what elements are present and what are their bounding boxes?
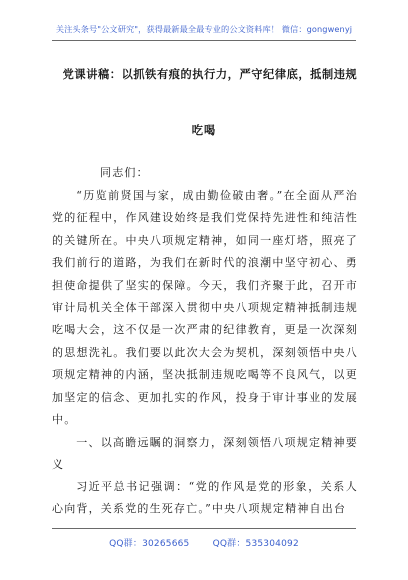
footer-qq-group-1: QQ群：30265665 [109,539,190,549]
salutation: 同志们： [100,166,149,179]
document-title-line-1: 党课讲稿：以抓铁有痕的执行力，严守纪律底，抵制违规 [62,67,358,81]
paragraph-intro: “历览前贤国与家，成由勤俭破由奢。”在全面从严治党的征程中，作风建设始终是我们党保持先进性和纯洁性的关键所在。中央八项规定精神，如同一座灯塔，照亮了我们前行的道路，为我们在新时代的浪潮中坚守初心、勇担使命提供了坚实的保障。今天，我们齐聚于此，召开市审计局机关全体干部深入贯彻中央八项规定精神抵制违规吃喝大会，这不仅是一次严肃的纪律教育，更是一次深刻的思想洗礼。我们要以此次大会为契机，深刻领悟中央八项规定精神的内涵，坚决抵制违规吃喝等不良风气，以更加坚定的信念、更加扎实的作风，投身于审计事业的发展中。 [52,189,358,427]
footer-divider [52,528,356,529]
section-heading-1: 一、以高瞻远瞩的洞察力，深刻领悟八项规定精神要义 [52,436,358,472]
paragraph-section-1: 习近平总书记强调：“党的作风是党的形象，关系人心向背，关系党的生死存亡。”中央八项规定精神自出台 [52,480,358,516]
footer-contact [0,536,408,549]
footer-qq-group-2: QQ群：535304092 [212,539,299,549]
header-divider [52,40,356,41]
document-title-line-2: 吃喝 [191,123,217,137]
header-promo-text: 关注头条号"公文研究"，获得最新最全最专业的公文资料库！ 微信：gongwenyj [55,24,353,34]
